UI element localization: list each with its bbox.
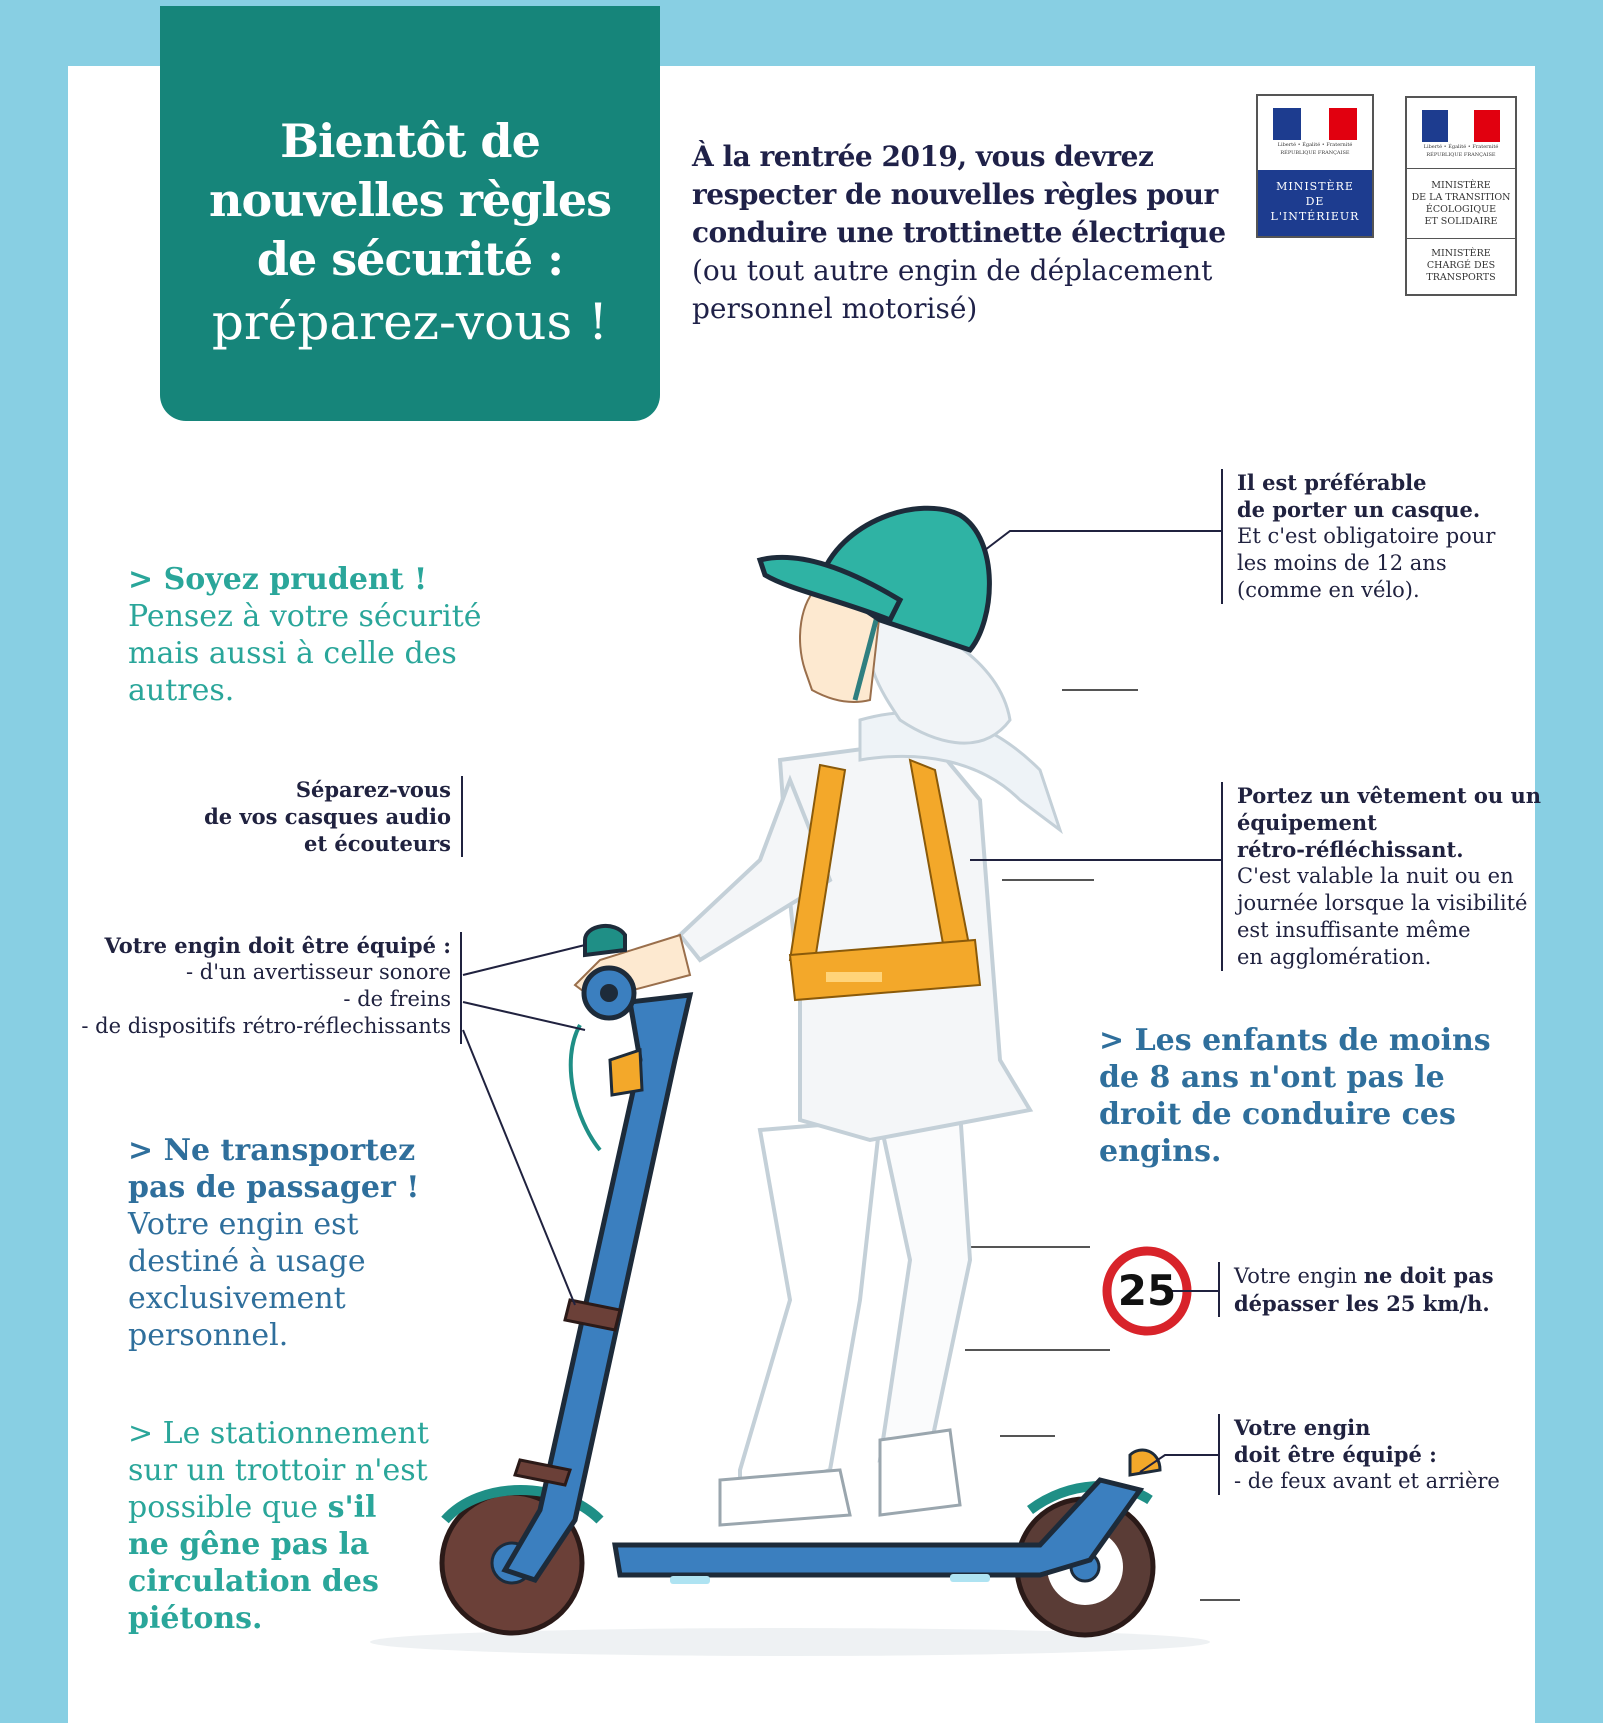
title-line-3: de sécurité : [256,232,564,286]
casques-audio-line-3: et écouteurs [303,831,451,856]
speed-sign-value: 25 [1117,1266,1177,1315]
french-flag-icon [1273,108,1357,140]
vitesse-line-1 [1234,1262,1494,1290]
logo-transports-name [1407,248,1515,284]
equipement-item-3: - de dispositifs rétro-réflechissants [81,1014,451,1038]
intro-text [692,138,1252,328]
passager-heading-1: > Ne transportez [128,1133,416,1168]
vetement-line-2: journée lorsque la visibilité [1237,891,1528,915]
title-line-1: Bientôt de [280,114,540,168]
logo-transition-line-2: DE LA TRANSITION [1411,192,1511,203]
vitesse-plain: Votre engin [1234,1264,1364,1288]
feux-line-1: - de feux avant et arrière [1234,1469,1500,1493]
feux-bold-1: Votre engin [1234,1415,1371,1440]
casque-bold-2: de porter un casque. [1237,497,1481,522]
enfants-block [1099,1022,1491,1170]
logo-interieur-band [1258,170,1372,236]
casques-audio-line-2: de vos casques audio [204,804,451,829]
vetement-line-1: C'est valable la nuit ou en [1237,864,1514,888]
logo-interieur-line-1: MINISTÈRE [1276,180,1354,193]
stationnement-line-6: piétons. [128,1601,263,1636]
casques-audio-line-1: Séparez-vous [295,777,451,802]
passager-line-2: destiné à usage [128,1244,366,1279]
vitesse-bold-1: ne doit pas [1363,1263,1494,1288]
enfants-line-3: droit de conduire ces [1099,1097,1456,1132]
logo-republique: RÉPUBLIQUE FRANÇAISE [1280,150,1350,156]
feux-block [1218,1414,1500,1495]
logo-ministere-interieur [1256,94,1374,238]
stationnement-line-3-plain: possible que [128,1490,328,1525]
french-flag-icon [1422,110,1500,142]
title-line-4: préparez-vous ! [211,293,609,351]
prudent-heading: > Soyez prudent ! [128,562,428,597]
feux-bold-2: doit être équipé : [1234,1442,1437,1467]
passager-line-4: personnel. [128,1318,289,1353]
logo-interieur-line-3: L'INTÉRIEUR [1270,210,1360,223]
logo-transition-line-3: ÉCOLOGIQUE [1425,204,1497,215]
intro-bold-1: À la rentrée 2019, vous devrez [692,140,1154,173]
stationnement-line-3 [128,1489,429,1526]
logo-transition-line-1: MINISTÈRE [1431,180,1491,191]
passager-block [128,1132,419,1354]
logo-transports-line-1: MINISTÈRE [1431,248,1491,259]
stationnement-line-5: circulation des [128,1564,379,1599]
equipement-block [81,932,451,1040]
prudent-line-3: autres. [128,673,235,708]
title-line-2: nouvelles règles [209,173,611,227]
logo-motto: Liberté • Égalité • Fraternité [1277,142,1353,148]
casque-block [1221,469,1495,604]
equipement-item-2: - de freins [343,987,451,1011]
enfants-line-2: de 8 ans n'ont pas le [1099,1060,1445,1095]
passager-line-3: exclusivement [128,1281,346,1316]
logo-republique: RÉPUBLIQUE FRANÇAISE [1426,152,1496,158]
prudent-block [128,561,482,709]
logo-transition-name [1407,180,1515,228]
vetement-bold-1: Portez un vêtement ou un [1237,783,1542,808]
enfants-line-1: > Les enfants de moins [1099,1023,1491,1058]
logo-transports-line-2: CHARGÉ DES [1426,260,1496,271]
equipement-bar [460,932,462,1044]
stationnement-line-2: sur un trottoir n'est [128,1453,428,1488]
vetement-bold-3: rétro-réfléchissant. [1237,837,1464,862]
logo-interieur-line-2: DE [1305,195,1325,208]
casque-bold-1: Il est préférable [1237,470,1427,495]
prudent-line-2: mais aussi à celle des [128,636,457,671]
vitesse-block [1218,1262,1494,1317]
casque-line-1: Et c'est obligatoire pour [1237,524,1496,548]
equipement-heading: Votre engin doit être équipé : [104,933,451,958]
stationnement-line-3-bold: s'il [327,1490,377,1525]
intro-bold-2: respecter de nouvelles règles pour [692,178,1218,211]
stationnement-block [128,1415,429,1637]
intro-line-4: (ou tout autre engin de déplacement [692,254,1213,287]
logo-transition-line-4: ET SOLIDAIRE [1424,216,1498,227]
vitesse-line-2: dépasser les 25 km/h. [1234,1291,1490,1316]
casque-line-2: les moins de 12 ans [1237,551,1447,575]
rider-legs [720,1110,970,1525]
vetement-block [1221,782,1541,971]
logo-transports-line-3: TRANSPORTS [1426,272,1496,283]
passager-heading-2: pas de passager ! [128,1170,420,1205]
intro-bold-3: conduire une trottinette électrique [692,216,1226,249]
title-box [160,6,660,421]
enfants-line-4: engins. [1099,1134,1222,1169]
logo-motto: Liberté • Égalité • Fraternité [1423,144,1499,150]
stationnement-line-1: > Le stationnement [128,1416,429,1451]
prudent-line-1: Pensez à votre sécurité [128,599,482,634]
casques-audio-block [204,776,463,857]
intro-line-5: personnel motorisé) [692,292,978,325]
logo-ministere-transition [1405,96,1517,296]
vetement-line-3: est insuffisante même [1237,918,1471,942]
rider-coat [680,740,1030,1140]
vetement-bold-2: équipement [1237,810,1377,835]
casque-line-3: (comme en vélo). [1237,578,1420,602]
vetement-line-4: en agglomération. [1237,945,1432,969]
passager-line-1: Votre engin est [128,1207,359,1242]
equipement-item-1: - d'un avertisseur sonore [186,960,451,984]
stationnement-line-4: ne gêne pas la [128,1527,370,1562]
